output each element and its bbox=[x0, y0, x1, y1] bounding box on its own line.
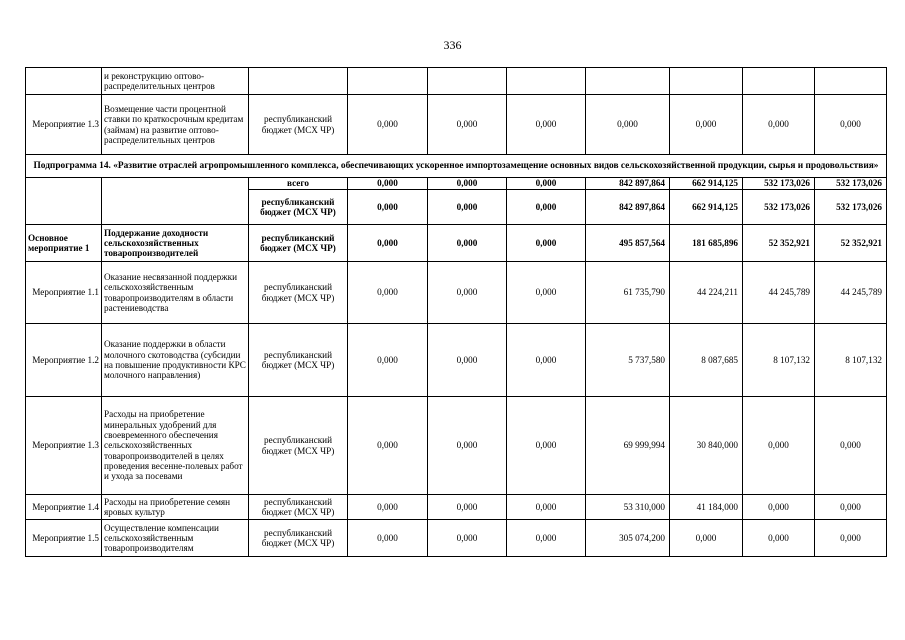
value-cell: 0,000 bbox=[507, 397, 586, 495]
row-source: республиканский бюджет (МСХ ЧР) bbox=[249, 190, 348, 225]
value-cell: 52 352,921 bbox=[815, 225, 887, 262]
value-cell: 0,000 bbox=[815, 495, 887, 520]
value-cell: 0,000 bbox=[428, 225, 507, 262]
value-cell bbox=[586, 68, 670, 95]
value-cell: 0,000 bbox=[507, 190, 586, 225]
table-row bbox=[26, 95, 887, 155]
value-cell: 8 087,685 bbox=[670, 324, 743, 397]
value-cell: 0,000 bbox=[670, 520, 743, 557]
value-cell: 0,000 bbox=[507, 178, 586, 190]
row-name bbox=[26, 68, 102, 95]
row-description: Осуществление компенсации сельскохозяйственным товаропроизводителям bbox=[102, 520, 249, 557]
row-description: Поддержание доходности сельскохозяйственных товаропроизводителей bbox=[102, 225, 249, 262]
row-name: Мероприятие 1.4 bbox=[26, 495, 102, 520]
value-cell: 532 173,026 bbox=[815, 178, 887, 190]
value-cell: 0,000 bbox=[507, 520, 586, 557]
row-name: Мероприятие 1.5 bbox=[26, 520, 102, 557]
value-cell: 0,000 bbox=[428, 324, 507, 397]
value-cell: 0,000 bbox=[743, 495, 815, 520]
row-description: Оказание несвязанной поддержки сельскохозяйственным товаропроизводителям в области растениеводства bbox=[102, 262, 249, 324]
value-cell: 842 897,864 bbox=[586, 178, 670, 190]
value-cell: 0,000 bbox=[348, 190, 428, 225]
subprogram-row bbox=[26, 155, 887, 178]
value-cell: 0,000 bbox=[507, 495, 586, 520]
value-cell: 0,000 bbox=[348, 262, 428, 324]
value-cell: 0,000 bbox=[348, 520, 428, 557]
row-source: республиканский бюджет (МСХ ЧР) bbox=[249, 95, 348, 155]
value-cell: 0,000 bbox=[507, 324, 586, 397]
value-cell: 0,000 bbox=[507, 95, 586, 155]
value-cell: 44 245,789 bbox=[743, 262, 815, 324]
value-cell: 0,000 bbox=[428, 95, 507, 155]
value-cell: 0,000 bbox=[428, 178, 507, 190]
value-cell: 53 310,000 bbox=[586, 495, 670, 520]
value-cell bbox=[670, 68, 743, 95]
row-description: Оказание поддержки в области молочного скотоводства (субсидии на повышение продуктивности КРС молочного направления) bbox=[102, 324, 249, 397]
table-row bbox=[26, 225, 887, 262]
value-cell: 0,000 bbox=[815, 520, 887, 557]
table-row bbox=[26, 520, 887, 557]
value-cell: 0,000 bbox=[428, 520, 507, 557]
table-row bbox=[26, 495, 887, 520]
row-name bbox=[26, 178, 102, 225]
value-cell: 8 107,132 bbox=[815, 324, 887, 397]
value-cell: 532 173,026 bbox=[815, 190, 887, 225]
value-cell: 0,000 bbox=[815, 397, 887, 495]
value-cell: 0,000 bbox=[348, 324, 428, 397]
value-cell: 0,000 bbox=[743, 520, 815, 557]
value-cell: 61 735,790 bbox=[586, 262, 670, 324]
subprogram-title: Подпрограмма 14. «Развитие отраслей агропромышленного комплекса, обеспечивающих ускоренное импортозамещение основных видов сельскохозяйственной продукции, сырья и продовольствия» bbox=[26, 155, 887, 178]
page-number: 336 bbox=[443, 38, 462, 52]
value-cell: 662 914,125 bbox=[670, 178, 743, 190]
value-cell bbox=[507, 68, 586, 95]
value-cell: 532 173,026 bbox=[743, 190, 815, 225]
row-name: Мероприятие 1.2 bbox=[26, 324, 102, 397]
table-row bbox=[26, 68, 887, 95]
value-cell: 0,000 bbox=[743, 397, 815, 495]
row-source: республиканский бюджет (МСХ ЧР) bbox=[249, 495, 348, 520]
value-cell: 0,000 bbox=[507, 225, 586, 262]
value-cell: 41 184,000 bbox=[670, 495, 743, 520]
value-cell: 44 245,789 bbox=[815, 262, 887, 324]
table-row bbox=[26, 324, 887, 397]
row-source: республиканский бюджет (МСХ ЧР) bbox=[249, 225, 348, 262]
value-cell: 0,000 bbox=[743, 95, 815, 155]
value-cell bbox=[815, 68, 887, 95]
row-name: Основное мероприятие 1 bbox=[26, 225, 102, 262]
row-name: Мероприятие 1.1 bbox=[26, 262, 102, 324]
table-row bbox=[26, 178, 887, 190]
budget-table bbox=[25, 67, 887, 557]
value-cell: 30 840,000 bbox=[670, 397, 743, 495]
value-cell: 0,000 bbox=[670, 95, 743, 155]
value-cell: 52 352,921 bbox=[743, 225, 815, 262]
value-cell: 0,000 bbox=[348, 397, 428, 495]
value-cell bbox=[348, 68, 428, 95]
row-source bbox=[249, 68, 348, 95]
value-cell: 0,000 bbox=[348, 495, 428, 520]
value-cell: 532 173,026 bbox=[743, 178, 815, 190]
row-name: Мероприятие 1.3 bbox=[26, 397, 102, 495]
value-cell: 495 857,564 bbox=[586, 225, 670, 262]
value-cell bbox=[428, 68, 507, 95]
table-row bbox=[26, 262, 887, 324]
value-cell: 0,000 bbox=[348, 95, 428, 155]
row-source: республиканский бюджет (МСХ ЧР) bbox=[249, 262, 348, 324]
value-cell: 0,000 bbox=[815, 95, 887, 155]
value-cell: 0,000 bbox=[428, 397, 507, 495]
row-description: и реконструкцию оптово-распределительных центров bbox=[102, 68, 249, 95]
value-cell: 69 999,994 bbox=[586, 397, 670, 495]
value-cell: 5 737,580 bbox=[586, 324, 670, 397]
row-description bbox=[102, 178, 249, 225]
value-cell: 44 224,211 bbox=[670, 262, 743, 324]
row-source: республиканский бюджет (МСХ ЧР) bbox=[249, 520, 348, 557]
table-row bbox=[26, 397, 887, 495]
row-description: Расходы на приобретение семян яровых культур bbox=[102, 495, 249, 520]
row-source: республиканский бюджет (МСХ ЧР) bbox=[249, 324, 348, 397]
value-cell: 0,000 bbox=[586, 95, 670, 155]
row-source: республиканский бюджет (МСХ ЧР) bbox=[249, 397, 348, 495]
row-name: Мероприятие 1.3 bbox=[26, 95, 102, 155]
value-cell: 0,000 bbox=[507, 262, 586, 324]
value-cell: 842 897,864 bbox=[586, 190, 670, 225]
row-description: Расходы на приобретение минеральных удобрений для своевременного обеспечения сельскохозяйственных товаропроизводителей в целях проведения весенне-полевых работ и ухода за посевами bbox=[102, 397, 249, 495]
row-description: Возмещение части процентной ставки по краткосрочным кредитам (займам) на развитие оптово-распределительных центров bbox=[102, 95, 249, 155]
value-cell: 0,000 bbox=[348, 225, 428, 262]
row-source: всего bbox=[249, 178, 348, 190]
value-cell: 0,000 bbox=[428, 495, 507, 520]
value-cell bbox=[743, 68, 815, 95]
value-cell: 305 074,200 bbox=[586, 520, 670, 557]
value-cell: 181 685,896 bbox=[670, 225, 743, 262]
value-cell: 0,000 bbox=[428, 262, 507, 324]
value-cell: 8 107,132 bbox=[743, 324, 815, 397]
value-cell: 662 914,125 bbox=[670, 190, 743, 225]
value-cell: 0,000 bbox=[428, 190, 507, 225]
value-cell: 0,000 bbox=[348, 178, 428, 190]
